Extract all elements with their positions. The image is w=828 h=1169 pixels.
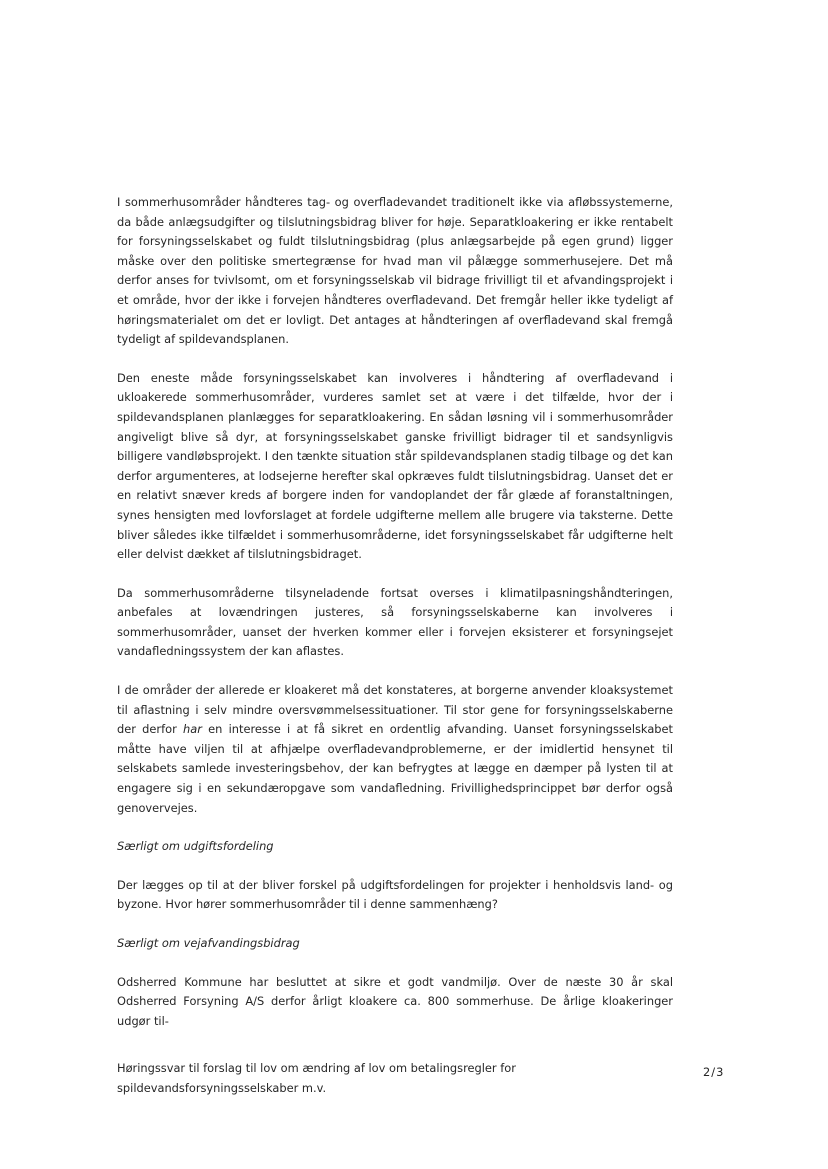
paragraph-forsyningsselskab-involvering: Den eneste måde forsyningsselskabet kan involveres i håndtering af overfladevand i ukloakerede sommerhusområder, vurderes samlet set at være i det tilfælde, hvor der i spildevandsplanen planlægges for separatkloakering. En sådan løsning vil i sommerhusområder angiveligt blive så dyr, at forsyningsselskabet ganske frivilligt bidrager til et sandsynligvis billigere vandløbsprojekt. I den tænkte situation står spildevandsplanen stadig tilbage og det kan derfor argumenteres, at lodsejerne herefter skal opkræves fuldt tilslutningsbidrag. Uanset det er en relativt snæver kreds af borgere inden for vandoplandet der får glæde af foranstaltningen, synes hensigten med lovforslaget at fordele udgifterne mellem alle brugere via taksterne. Dette bliver således ikke tilfældet i sommerhusområderne, idet forsyningsselskabet får udgifterne helt eller delvist dækket af tilslutningsbidraget. — [117, 370, 673, 562]
paragraph-part: en interesse i at få sikret en ordentlig afvanding. Uanset forsyningsselskabet måtte have viljen til at afhjælpe overfladevandproblemerne, er der imidlertid hensynet til selskabets samlede investeringsbehov, der kan befrygtes at lægge en dæmper på lysten til at engagere sig i en sekundæropgave som vandafledning. Frivillighedsprincippet bør derfor også genovervejes. — [117, 722, 673, 815]
paragraph-anbefaling: Da sommerhusområderne tilsyneladende fortsat overses i klimatilpasningshåndteringen, anbefales at lovændringen justeres, så forsyningsselskaberne kan involveres i sommerhusområder, uanset der hverken kommer eller i forvejen eksisterer et forsyningsejet vandafledningssystem der kan aflastes. — [117, 585, 673, 659]
paragraph-kloakerede-omraader — [117, 681, 673, 818]
footer — [117, 1059, 537, 1098]
heading-udgiftsfordeling: Særligt om udgiftsfordeling — [117, 839, 274, 854]
paragraph-vejafvandingsbidrag: Odsherred Kommune har besluttet at sikre et godt vandmiljø. Over de næste 30 år skal Odsherred Forsyning A/S derfor årligt kloakere ca. 800 sommerhuse. De årlige kloakeringer udgør til- — [117, 974, 673, 1028]
paragraph-sommerhus-intro: I sommerhusområder håndteres tag- og overfladevandet traditionelt ikke via afløbssystemerne, da både anlægsudgifter og tilslutningsbidrag bliver for høje. Separatkloakering er ikke rentabelt for forsyningsselskabet og fuldt tilslutningsbidrag (plus anlægsarbejde på egen grund) ligger måske over den politiske smertegrænse for hvad man vil pålægge sommerhusejere. Det må derfor anses for tvivlsomt, om et forsyningsselskab vil bidrage frivilligt til et afvandingsprojekt i et område, hvor der ikke i forvejen håndteres overfladevand. Det fremgår heller ikke tydeligt af høringsmaterialet om det er lovligt. Det antages at håndteringen af overfladevand skal fremgå tydeligt af spildevandsplanen. — [117, 195, 673, 347]
paragraph-udgiftsfordeling: Der lægges op til at der bliver forskel på udgiftsfordelingen for projekter i henholdsvis land- og byzone. Hvor hører sommerhusområder til i denne sammenhæng? — [117, 877, 673, 912]
footer-line-1: Høringssvar til forslag til lov om ændring af lov om betalingsregler for — [117, 1061, 516, 1075]
document-body — [117, 193, 673, 1050]
page-number: 2/3 — [703, 1065, 725, 1079]
emphasis-har: har — [183, 722, 202, 737]
paragraph-part: I de områder der allerede er kloakeret må det konstateres, at borgerne anvender kloaksystemet til aflastning i selv mindre oversvømmelsessituationer. Til stor gene for forsyningsselskaberne der derfor — [117, 683, 673, 737]
footer-line-2: spildevandsforsyningsselskaber m.v. — [117, 1080, 327, 1095]
heading-vejafvandingsbidrag: Særligt om vejafvandingsbidrag — [117, 936, 300, 950]
